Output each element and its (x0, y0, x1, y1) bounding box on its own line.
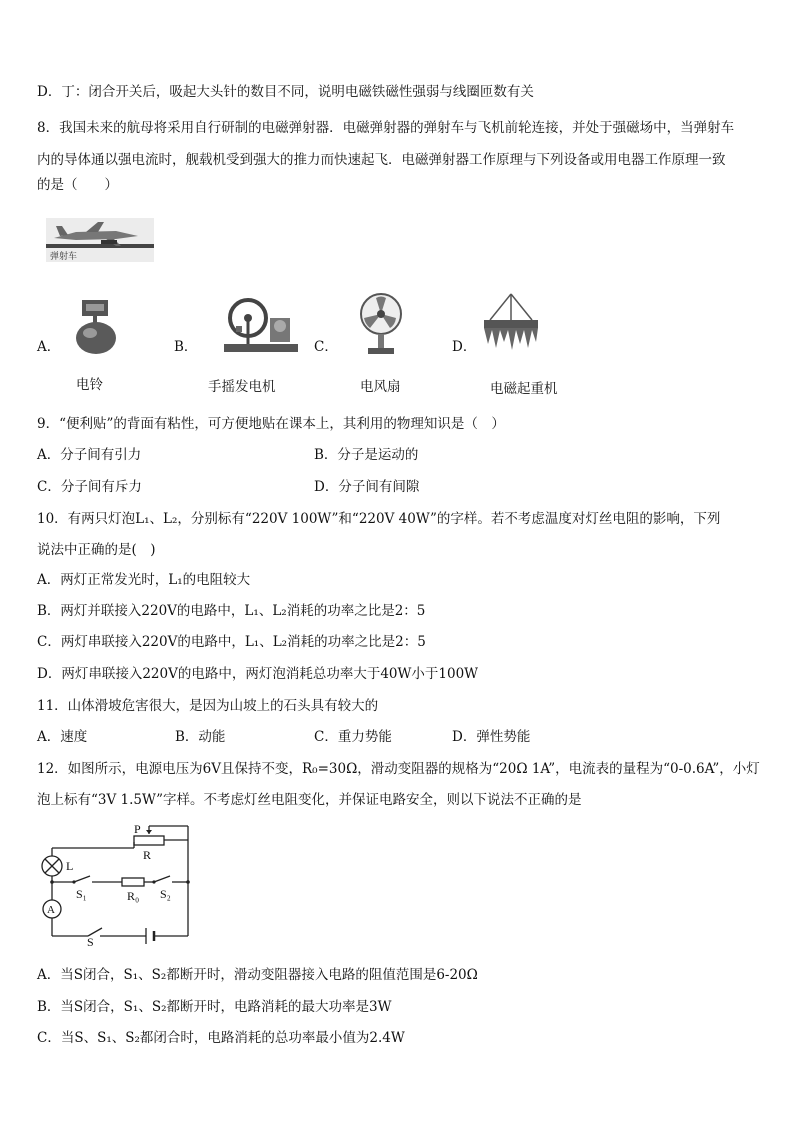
q12-option-c: C．当S、S₁、S₂都闭合时，电路消耗的总功率最小值为2.4W (37, 1030, 405, 1046)
q12-circuit-diagram (36, 822, 196, 946)
catapult-label: 弹射车 (50, 251, 78, 261)
q10-option-a: A．两灯正常发光时，L₁的电阻较大 (37, 572, 251, 588)
q7-option-d: D．丁：闭合开关后，吸起大头针的数目不同，说明电磁铁磁性强弱与线圈匝数有关 (37, 84, 534, 100)
q10-option-d: D．两灯串联接入220V的电路中，两灯泡消耗总功率大于40W小于100W (37, 666, 479, 682)
label-r0: R₀ (127, 889, 140, 903)
q9-option-c: C．分子间有斥力 (37, 479, 142, 495)
q10-option-b: B．两灯并联接入220V的电路中，L₁、L₂消耗的功率之比是2：5 (37, 603, 426, 619)
q9-stem: 9．“便利贴”的背面有粘性，可方便地贴在课本上，其利用的物理知识是（ ） (37, 416, 505, 432)
q12-option-a: A．当S闭合，S₁、S₂都断开时，滑动变阻器接入电路的阻值范围是6-20Ω (37, 967, 478, 983)
q10-stem-line-1: 10．有两只灯泡L₁、L₂，分别标有“220V 100W”和“220V 40W”的字样。若不考虑温度对灯丝电阻的影响，下列 (37, 511, 721, 527)
q10-option-c: C．两灯串联接入220V的电路中，L₁、L₂消耗的功率之比是2：5 (37, 634, 426, 650)
q11-option-c: C．重力势能 (314, 729, 392, 745)
label-l: L (66, 859, 74, 873)
q8-stem-line-3: 的是（ ） (37, 177, 118, 193)
q12-stem-line-2: 泡上标有“3V 1.5W”字样。不考虑灯丝电阻变化，并保证电路安全，则以下说法不正确的是 (37, 792, 582, 808)
label-s2: S₂ (160, 887, 171, 901)
q11-option-a: A．速度 (37, 729, 88, 745)
q12-stem-line-1: 12．如图所示，电源电压为6V且保持不变，R₀=30Ω，滑动变阻器的规格为“20Ω 1A”，电流表的量程为“0-0.6A”，小灯 (37, 761, 760, 777)
q8-option-c-caption: 电风扇 (360, 379, 401, 395)
q8-option-a-letter: A． (37, 339, 61, 355)
label-r: R (143, 848, 152, 862)
q11-option-b: B．动能 (175, 729, 226, 745)
q8-option-d-caption: 电磁起重机 (490, 381, 558, 397)
q9-option-a: A．分子间有引力 (37, 447, 142, 463)
q9-option-d: D．分子间有间隙 (314, 479, 420, 495)
label-p: P (134, 822, 141, 836)
q8-option-b-caption: 手摇发电机 (208, 379, 276, 395)
q12-option-b: B．当S闭合，S₁、S₂都断开时，电路消耗的最大功率是3W (37, 999, 392, 1015)
q8-option-a-caption: 电铃 (76, 377, 103, 393)
electric-bell-image (70, 298, 122, 356)
catapult-jet-image (46, 218, 154, 262)
q8-stem-line-2: 内的导体通以强电流时，舰载机受到强大的推力而快速起飞．电磁弹射器工作原理与下列设备或用电器工作原理一致 (37, 152, 726, 168)
hand-generator-image (222, 296, 300, 356)
electric-fan-image (356, 292, 406, 356)
q11-option-d: D．弹性势能 (452, 729, 531, 745)
q8-stem-line-1: 8．我国未来的航母将采用自行研制的电磁弹射器．电磁弹射器的弹射车与飞机前轮连接，并处于强磁场中，当弹射车 (37, 120, 735, 136)
label-s: S (87, 935, 94, 946)
q8-option-d-letter: D． (452, 339, 477, 355)
q8-option-b-letter: B． (174, 339, 198, 355)
q9-option-b: B．分子是运动的 (314, 447, 419, 463)
q10-stem-line-2: 说法中正确的是( ) (37, 542, 156, 558)
electromagnetic-crane-image (478, 292, 544, 356)
label-a: A (47, 904, 55, 916)
label-s1: S₁ (76, 887, 87, 901)
q8-option-c-letter: C． (314, 339, 338, 355)
q11-stem: 11．山体滑坡危害很大，是因为山坡上的石头具有较大的 (37, 698, 379, 714)
